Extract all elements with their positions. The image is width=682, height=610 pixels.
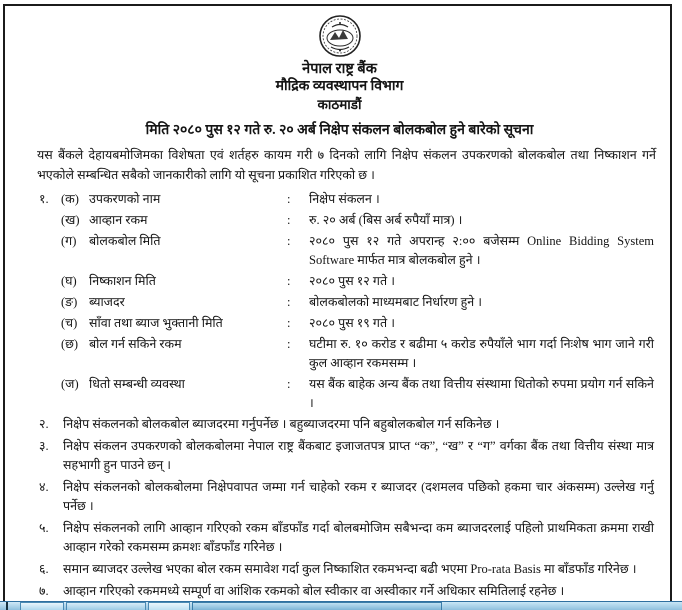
notice-item-7 bbox=[39, 582, 656, 601]
sub-marker: (घ) bbox=[61, 274, 77, 288]
sub-value: बोलकबोलको माध्यमबाट निर्धारण हुने । bbox=[309, 295, 483, 309]
notice-item-3 bbox=[39, 437, 656, 475]
sub-label: आव्हान रकम bbox=[89, 213, 148, 227]
taskbar-segment[interactable] bbox=[20, 602, 64, 610]
taskbar-segment[interactable] bbox=[192, 602, 442, 610]
item-number: ४. bbox=[39, 480, 49, 494]
sub-marker: (ख) bbox=[61, 213, 80, 227]
item1-row-ka bbox=[39, 190, 656, 209]
item-number: ३. bbox=[39, 439, 49, 453]
item-number: ५. bbox=[39, 521, 49, 535]
notice-title: मिति २०८० पुस १२ गते रु. २० अर्ब निक्षेप संकलन बोलकबोल हुने बारेको सूचना bbox=[145, 123, 534, 138]
sub-label: बोल गर्न सकिने रकम bbox=[89, 337, 182, 351]
item1-row-chha bbox=[39, 335, 656, 373]
sub-marker: (ज) bbox=[61, 377, 79, 391]
taskbar-segment[interactable] bbox=[66, 602, 146, 610]
taskbar-segment[interactable] bbox=[148, 602, 190, 610]
item1-row-ja bbox=[39, 375, 656, 413]
item1-row-nga bbox=[39, 293, 656, 312]
document-page bbox=[3, 4, 672, 602]
taskbar-divider bbox=[6, 602, 8, 610]
item-text: निक्षेप संकलनको लागि आव्हान गरिएको रकम बाँडफाँड गर्दा बोलबमोजिम सबैभन्दा कम ब्याजदरलाई पहिलो प्राथमिकता क्रममा राखी आव्हान गरेको रकमसम्म क्रमशः बाँडफाँड गरिनेछ । bbox=[63, 521, 654, 554]
org-department: मौद्रिक व्यवस्थापन विभाग bbox=[275, 79, 404, 94]
sub-label: निष्काशन मिति bbox=[89, 274, 156, 288]
item-number: ७. bbox=[39, 584, 49, 598]
sub-value: निक्षेप संकलन । bbox=[309, 192, 380, 206]
sub-marker: (छ) bbox=[61, 337, 79, 351]
org-name: नेपाल राष्ट्र बैंक bbox=[302, 61, 377, 77]
item1-row-cha bbox=[39, 314, 656, 333]
sub-value: २०८० पुस १२ गते । bbox=[309, 274, 395, 288]
sub-value: यस बैंक बाहेक अन्य बैंक तथा वित्तीय संस्थामा धितोको रुपमा प्रयोग गर्न सकिने । bbox=[309, 377, 654, 410]
sub-label: साँवा तथा ब्याज भुक्तानी मिति bbox=[89, 316, 223, 330]
item-number: ६. bbox=[39, 562, 49, 576]
sub-colon: : bbox=[287, 274, 291, 288]
sub-value: रु. २० अर्ब (बिस अर्ब रुपैयाँ मात्र) । bbox=[309, 213, 463, 227]
sub-marker: (ग) bbox=[61, 234, 77, 248]
document-header bbox=[21, 14, 658, 114]
item-text: निक्षेप संकलनको बोलकबोल ब्याजदरमा गर्नुपर्नेछ । बहुब्याजदरमा पनि बहुबोलकबोल गर्न सकिनेछ । bbox=[63, 417, 500, 431]
sub-marker: (च) bbox=[61, 316, 78, 330]
sub-label: बोलकबोल मिति bbox=[89, 234, 161, 248]
taskbar-segment bbox=[444, 602, 682, 610]
item-text: आव्हान गरिएको रकममध्ये सम्पूर्ण वा आंशिक रकमको बोल स्वीकार वा अस्वीकार गर्ने अधिकार समितिलाई रहनेछ । bbox=[63, 584, 565, 598]
sub-label: धितो सम्बन्धी व्यवस्था bbox=[89, 377, 185, 391]
sub-value: २०८० पुस १९ गते । bbox=[309, 316, 395, 330]
sub-colon: : bbox=[287, 213, 291, 227]
sub-marker: (ङ) bbox=[61, 295, 78, 309]
sub-colon: : bbox=[287, 295, 291, 309]
item-text: निक्षेप संकलनको बोलकबोलमा निक्षेपवापत जम्मा गर्न चाहेको रकम र ब्याजदर (दशमलव पछिको हकमा चार अंकसम्म) उल्लेख गर्नु पर्नेछ । bbox=[63, 480, 654, 513]
org-location: काठमाडौं bbox=[317, 97, 362, 112]
item-text: समान ब्याजदर उल्लेख भएका बोल रकम समावेश गर्दा कुल निष्काशित रकमभन्दा बढी भएमा Pro-rata Basis मा बाँडफाँड गरिनेछ । bbox=[63, 562, 637, 576]
sub-value: घटीमा रु. १० करोड र बढीमा ५ करोड रुपैयाँले भाग गर्दा निःशेष भाग जाने गरी कुल आव्हान रकमसम्म । bbox=[309, 337, 654, 370]
intro-paragraph: यस बैंकले देहायबमोजिमका विशेषता एवं शर्तहरु कायम गरी ७ दिनको लागि निक्षेप संकलन उपकरणको बोलकबोल तथा निष्काशन गर्ने भएकोले सम्बन्धित सबैको जानकारीको लागि यो सूचना प्रकाशित गरिएको छ । bbox=[37, 148, 656, 182]
item1-row-gha bbox=[39, 272, 656, 291]
sub-label: ब्याजदर bbox=[89, 295, 125, 309]
notice-body bbox=[39, 190, 656, 601]
notice-item-6 bbox=[39, 560, 656, 579]
item1-row-ga bbox=[39, 232, 656, 270]
sub-colon: : bbox=[287, 337, 291, 351]
nepal-rastra-bank-seal-icon bbox=[318, 14, 362, 58]
item1-row-kha bbox=[39, 211, 656, 230]
notice-item-2 bbox=[39, 415, 656, 434]
sub-colon: : bbox=[287, 377, 291, 391]
item-number: २. bbox=[39, 417, 49, 431]
taskbar-strip bbox=[0, 601, 682, 610]
sub-colon: : bbox=[287, 316, 291, 330]
item1-number: १. bbox=[39, 192, 49, 206]
sub-marker: (क) bbox=[61, 192, 79, 206]
sub-label: उपकरणको नाम bbox=[89, 192, 161, 206]
sub-value: २०८० पुस १२ गते अपरान्ह २:०० बजेसम्म Online Bidding System Software मार्फत मात्र बोलकबोल हुने । bbox=[309, 234, 654, 267]
item-text: निक्षेप संकलन उपकरणको बोलकबोलमा नेपाल राष्ट्र बैंकबाट इजाजतपत्र प्राप्त “क”, “ख” र “ग” वर्गका बैंक तथा वित्तीय संस्था मात्र सहभागी हुन पाउने छन् । bbox=[63, 439, 654, 472]
sub-colon: : bbox=[287, 234, 291, 248]
sub-colon: : bbox=[287, 192, 291, 206]
notice-item-5 bbox=[39, 519, 656, 557]
notice-item-4 bbox=[39, 478, 656, 516]
